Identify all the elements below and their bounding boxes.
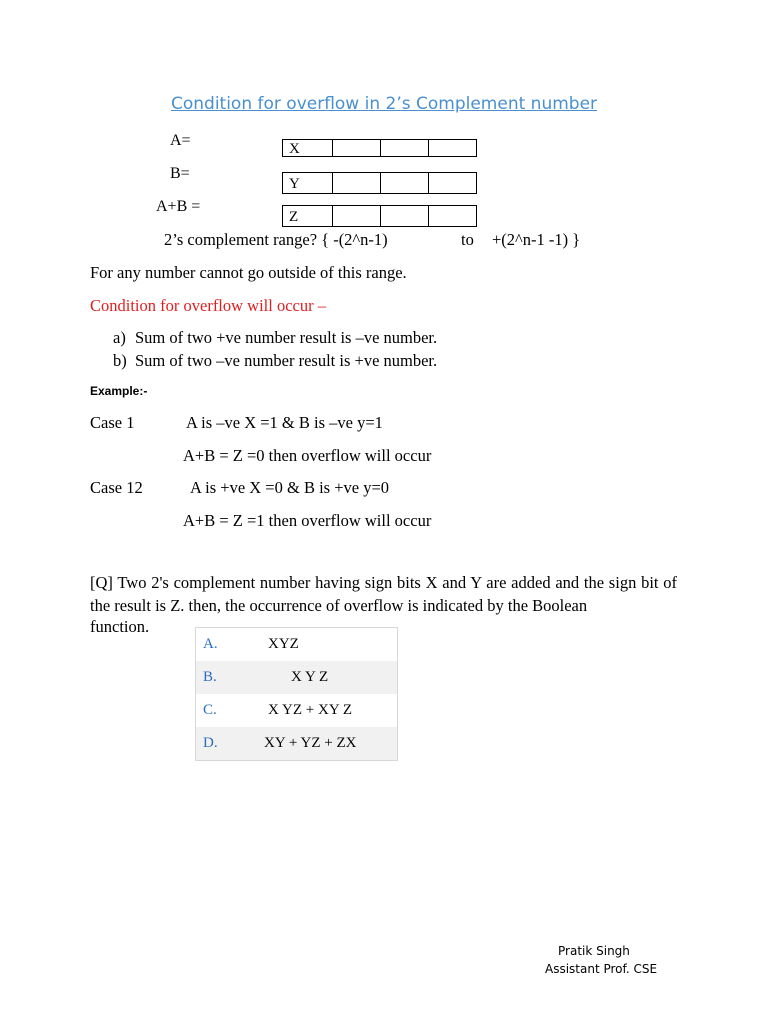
option-a[interactable] — [196, 628, 397, 661]
question-tail: function. — [90, 617, 150, 636]
register-a-bit — [380, 139, 429, 157]
option-letter: B. — [203, 669, 217, 685]
case-2-name: Case 12 — [90, 478, 143, 497]
question-text — [90, 572, 677, 617]
condition-a-text: Sum of two +ve number result is –ve number. — [135, 328, 438, 347]
option-text: XYZ — [268, 636, 299, 652]
register-sum-bit-sign: Z — [282, 205, 333, 227]
overflow-heading: Condition for overflow will occur – — [90, 296, 326, 315]
register-b-bits — [282, 172, 477, 194]
option-text: XY + YZ + ZX — [264, 735, 357, 751]
condition-a-marker: a) — [113, 328, 126, 347]
option-letter: A. — [203, 636, 218, 652]
option-text: X Y Z — [291, 669, 329, 685]
option-text: X YZ + XY Z — [268, 702, 353, 718]
range-to: to — [461, 230, 474, 249]
option-c[interactable] — [196, 694, 397, 727]
condition-b-text: Sum of two –ve number result is +ve number. — [135, 351, 438, 370]
signature-name: Pratik Singh — [558, 944, 630, 958]
register-b-bit-sign: Y — [282, 172, 333, 194]
condition-b-marker: b) — [113, 351, 127, 370]
question-body: [Q] Two 2's complement number having sign bits X and Y are added and the sign bit of the result is Z. then, the occurrence of overflow is indicated by the Boolean — [90, 573, 677, 615]
register-b-bit — [332, 172, 381, 194]
option-d[interactable] — [196, 727, 397, 760]
case-1-line1: A is –ve X =1 & B is –ve y=1 — [186, 413, 383, 432]
register-sum-bits — [282, 205, 477, 227]
options-table — [195, 627, 398, 761]
register-a-bit — [332, 139, 381, 157]
register-sum-bit — [380, 205, 429, 227]
range-suffix: +(2^n-1 -1) } — [492, 230, 581, 249]
register-a-bits — [282, 139, 477, 157]
register-a-bit-sign: X — [282, 139, 333, 157]
register-b-label: B= — [170, 165, 190, 182]
case-2-line1: A is +ve X =0 & B is +ve y=0 — [190, 478, 390, 497]
register-sum-bit — [428, 205, 477, 227]
option-letter: D. — [203, 735, 218, 751]
register-b-bit — [380, 172, 429, 194]
range-prefix: 2’s complement range? { -(2^n-1) — [164, 230, 388, 249]
range-note: For any number cannot go outside of this range. — [90, 263, 407, 282]
case-2-line2: A+B = Z =1 then overflow will occur — [183, 511, 432, 530]
case-1-line2: A+B = Z =0 then overflow will occur — [183, 446, 432, 465]
page-title: Condition for overflow in 2’s Complement number — [170, 94, 598, 114]
register-a-label: A= — [170, 132, 191, 149]
case-1-name: Case 1 — [90, 413, 135, 432]
signature-role: Assistant Prof. CSE — [545, 962, 658, 976]
example-label: Example:- — [90, 384, 148, 398]
register-sum-label: A+B = — [156, 198, 201, 215]
register-sum-bit — [332, 205, 381, 227]
option-letter: C. — [203, 702, 217, 718]
register-a-bit — [428, 139, 477, 157]
register-b-bit — [428, 172, 477, 194]
option-b[interactable] — [196, 661, 397, 694]
